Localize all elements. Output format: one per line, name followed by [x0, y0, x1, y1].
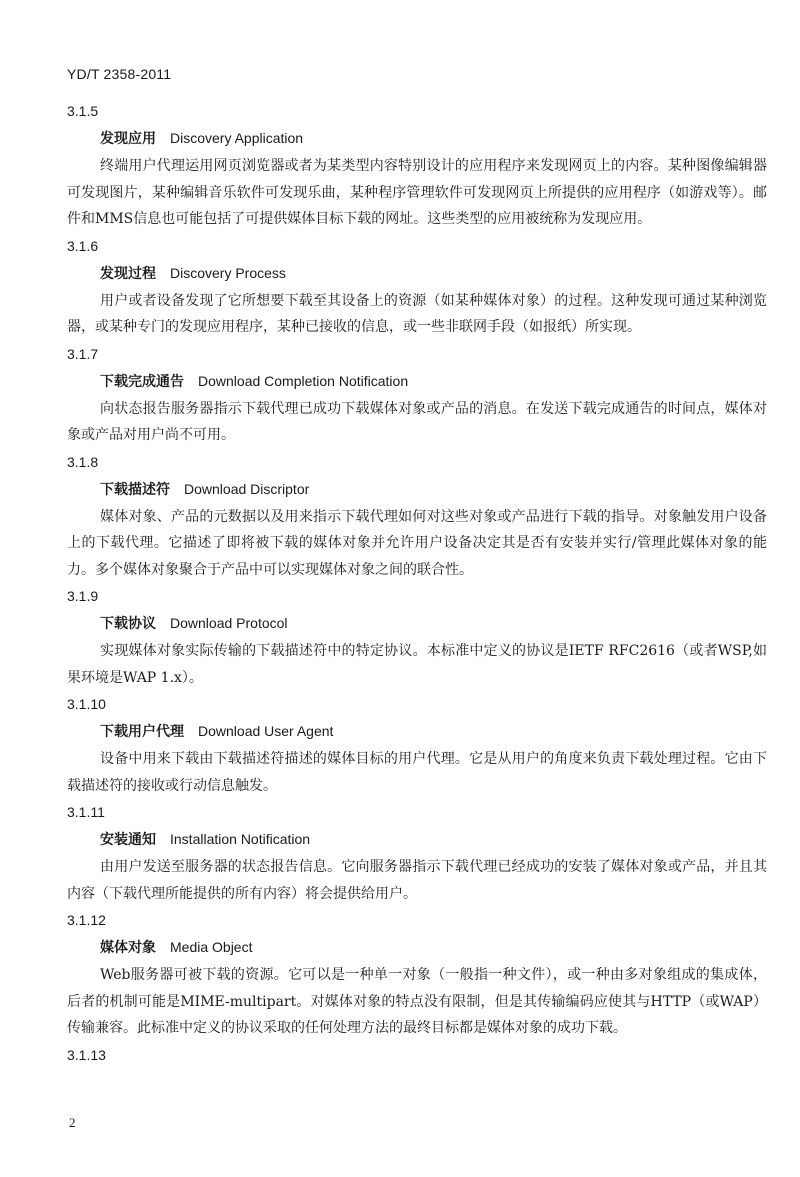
term-chinese: 下载用户代理 — [100, 724, 184, 740]
term-definition: 终端用户代理运用网页浏览器或者为某类型内容特别设计的应用程序来发现网页上的内容。某种图像编辑器可发现图片，某种编辑音乐软件可发现乐曲，某种程序管理软件可发现网页上所提供的应用程序（如游戏等）。邮件和MMS信息也可能包括了可提供媒体目标下载的网址。这些类型的应用被统称为发现应用。 — [67, 158, 767, 227]
clause-number: 3.1.7 — [67, 345, 99, 362]
term-english: Download User Agent — [198, 723, 334, 739]
term-heading — [67, 258, 767, 288]
term-heading — [67, 474, 767, 504]
clause-number: 3.1.5 — [67, 103, 99, 119]
clause-number: 3.1.12 — [67, 912, 106, 928]
term-heading — [67, 932, 767, 962]
term-heading — [67, 366, 767, 396]
term-heading — [67, 716, 767, 746]
clause-number: 3.1.8 — [67, 453, 99, 470]
definition-section — [67, 450, 767, 584]
term-chinese: 下载协议 — [100, 616, 156, 632]
term-chinese: 下载描述符 — [100, 481, 170, 498]
term-english: Download Completion Notification — [198, 372, 409, 389]
term-english: Discovery Application — [170, 130, 304, 146]
clause-number: 3.1.10 — [67, 696, 106, 712]
term-chinese: 发现过程 — [100, 265, 156, 282]
clause-number: 3.1.9 — [67, 588, 99, 604]
term-english: Download Protocol — [170, 615, 288, 631]
definition-section — [67, 99, 767, 233]
term-chinese: 下载完成通告 — [100, 373, 184, 390]
definition-section — [67, 908, 767, 1042]
term-definition: 用户或者设备发现了它所想要下载至其设备上的资源（如某种媒体对象）的过程。这种发现可通过某种浏览器，或某种专门的发现应用程序，某种已接收的信息，或一些非联网手段（如报纸）所实现。 — [67, 292, 767, 335]
term-definition: 媒体对象、产品的元数据以及用来指示下载代理如何对这些对象或产品进行下载的指导。对象触发用户设备上的下载代理。它描述了即将被下载的媒体对象并允许用户设备决定其是否有安装并实行/管理此媒体对象的能力。多个媒体对象聚合于产品中可以实现媒体对象之间的联合性。 — [67, 508, 767, 578]
term-english: Installation Notification — [170, 831, 311, 847]
term-english: Download Discriptor — [184, 480, 310, 497]
term-english: Media Object — [170, 939, 253, 955]
definition-section — [67, 234, 767, 341]
definition-section — [67, 800, 767, 907]
term-chinese: 发现应用 — [100, 131, 156, 147]
definition-section — [67, 692, 767, 799]
definition-section — [67, 342, 767, 449]
term-definition: 实现媒体对象实际传输的下载描述符中的特定协议。本标准中定义的协议是IETF RFC2616（或者WSP,如果环境是WAP 1.x）。 — [67, 643, 767, 686]
term-heading — [67, 123, 767, 153]
page-number: 2 — [69, 1115, 76, 1130]
term-heading — [67, 608, 767, 638]
clause-number-trailing: 3.1.13 — [67, 1046, 106, 1063]
term-english: Discovery Process — [170, 264, 286, 281]
term-chinese: 安装通知 — [100, 832, 156, 848]
clause-number: 3.1.11 — [67, 804, 105, 820]
definition-section — [67, 584, 767, 691]
definitions-body — [67, 99, 767, 1067]
term-chinese: 媒体对象 — [100, 940, 156, 956]
term-definition: 设备中用来下载由下载描述符描述的媒体目标的用户代理。它是从用户的角度来负责下载处理过程。它由下载描述符的接收或行动信息触发。 — [67, 751, 767, 794]
term-definition: 由用户发送至服务器的状态报告信息。它向服务器指示下载代理已经成功的安装了媒体对象或产品，并且其内容（下载代理所能提供的所有内容）将会提供给用户。 — [67, 859, 767, 902]
standard-header: YD/T 2358-2011 — [67, 66, 172, 82]
term-heading — [67, 824, 767, 854]
term-definition: 向状态报告服务器指示下载代理已成功下载媒体对象或产品的消息。在发送下载完成通告的时间点，媒体对象或产品对用户尚不可用。 — [67, 400, 767, 443]
term-definition: Web服务器可被下载的资源。它可以是一种单一对象（一般指一种文件），或一种由多对象组成的集成体，后者的机制可能是MIME-multipart。对媒体对象的特点没有限制，但是其传输编码应使其与HTTP（或WAP）传输兼容。此标准中定义的协议采取的任何处理方法的最终目标都是媒体对象的成功下载。 — [67, 967, 767, 1036]
clause-number: 3.1.6 — [67, 237, 99, 254]
